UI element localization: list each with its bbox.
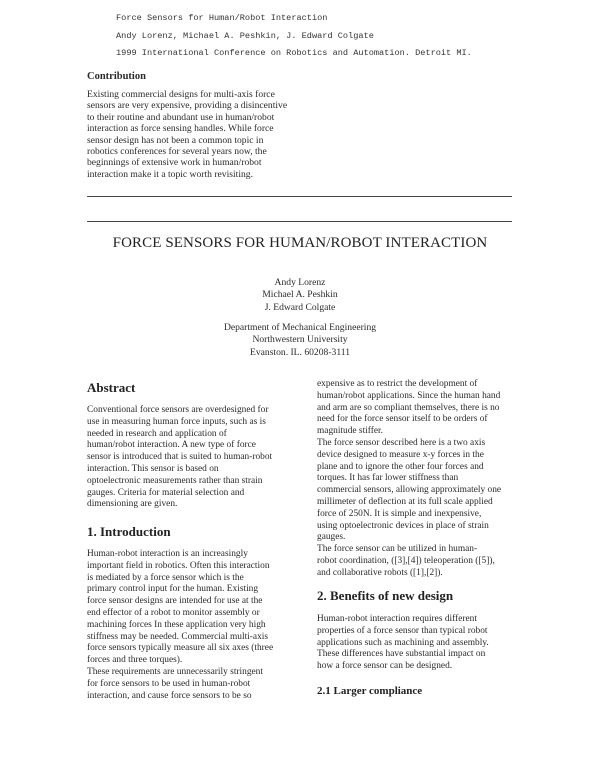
text-line: torques. It has far lower stiffness than (317, 473, 459, 484)
contribution-line: to their routine and abundant use in human/robot (87, 111, 275, 123)
text-line: expensive as to restrict the development of (317, 379, 478, 389)
text-line: The force sensor described here is a two axis (317, 437, 486, 448)
text-line: sensor is introduced that is suited to human-robot (87, 452, 273, 463)
text-line: properties of a force sensor than typical robot (317, 625, 488, 636)
text-line: human/robot interaction. A new type of force (87, 440, 256, 451)
text-line: interaction, and cause force sensors to be so (87, 690, 252, 701)
benefits-text (317, 614, 489, 673)
benefits-heading: 2. Benefits of new design (317, 588, 454, 603)
contribution-line: interaction make it a topic worth revisiting. (87, 168, 253, 180)
header-authors: Andy Lorenz, Michael A. Peshkin, J. Edward Colgate (116, 31, 374, 41)
text-line: Human-robot interaction requires different (317, 614, 477, 624)
text-line: interaction. This sensor is based on (87, 463, 219, 474)
text-line: and collaborative robots ([1],[2]). (317, 567, 443, 578)
text-line: device designed to measure x-y forces in the (317, 449, 484, 460)
text-line: These differences have substantial impact on (317, 649, 486, 660)
text-line: force sensors typically measure all six axes (three (87, 643, 274, 654)
text-line: These requirements are unnecessarily stringent (87, 666, 263, 677)
text-line: primary control input for the human. Existing (87, 584, 259, 595)
affiliation-line: Department of Mechanical Engineering (223, 322, 377, 333)
author-name: Andy Lorenz (274, 277, 326, 288)
contribution-line: interaction as force sensing handles. While force (87, 123, 274, 135)
text-line: is mediated by a force sensor which is the (87, 572, 244, 583)
divider-bottom (87, 221, 512, 222)
text-line: for force sensors to be used in human-robot (87, 678, 251, 689)
text-line: end effector of a robot to monitor assembly or (87, 607, 260, 618)
introduction-heading: 1. Introduction (87, 524, 171, 539)
text-line: magnitude stiffer. (317, 426, 383, 437)
text-line: human/robot applications. Since the human hand (317, 390, 501, 401)
contribution-text (87, 89, 307, 180)
text-line: important field in robotics. Often this interaction (87, 560, 270, 571)
text-line: robot coordination, ([3],[4]) teleoperation ([5]), (317, 555, 495, 566)
paper-authors (0, 277, 600, 314)
header-venue: 1999 International Conference on Robotics and Automation. Detroit MI. (116, 48, 472, 58)
text-line: gauges. (317, 532, 346, 543)
text-line: stiffness may be needed. Commercial multi-axis (87, 631, 269, 642)
paper-title: FORCE SENSORS FOR HUMAN/ROBOT INTERACTION (112, 235, 488, 251)
header-title: Force Sensors for Human/Robot Interaction (116, 13, 328, 23)
text-line: optoelectronic measurements rather than strain (87, 475, 263, 486)
subsection-heading: 2.1 Larger compliance (317, 685, 423, 697)
text-line: commercial sensors, allowing approximately one (317, 485, 502, 496)
text-line: machining forces In these application very high (87, 619, 266, 630)
text-line: Human-robot interaction is an increasingly (87, 549, 248, 559)
abstract-heading: Abstract (87, 380, 136, 395)
text-line: Conventional force sensors are overdesigned for (87, 405, 269, 415)
divider-top (87, 196, 512, 197)
text-line: applications such as machining and assembly. (317, 637, 489, 648)
text-line: plane and to ignore the other four forces and (317, 461, 484, 472)
text-line: gauges. Criteria for material selection and (87, 487, 245, 498)
introduction-text (87, 549, 273, 702)
text-line: how a force sensor can be designed. (317, 661, 453, 672)
text-line: forces and three torques). (87, 655, 183, 666)
text-line: needed in research and application of (87, 428, 227, 439)
text-line: and arm are so compliant themselves, there is no (317, 402, 500, 413)
text-line: use in measuring human force inputs, such as is (87, 416, 266, 427)
text-line: force sensor designs are intended for use at the (87, 596, 263, 607)
text-line: millimeter of deflection at its full scale applied (317, 496, 493, 507)
paper-affiliation (0, 322, 600, 359)
contribution-line: beginnings of extensive work in human/robot (87, 157, 262, 169)
affiliation-line: Evanston. IL. 60208-3111 (249, 346, 350, 358)
text-line: force of 250N. It is simple and inexpensive, (317, 508, 482, 519)
author-name: Michael A. Peshkin (262, 289, 338, 301)
contribution-line: sensor design has not been a common topic in (87, 134, 264, 146)
text-line: using optoelectronic devices in place of strain (317, 520, 489, 531)
abstract-text (87, 405, 272, 511)
text-line: dimensioning are given. (87, 499, 178, 510)
right-column-text (317, 379, 501, 580)
contribution-line: robotics conferences for several years now, the (87, 146, 267, 158)
author-name: J. Edward Colgate (264, 301, 336, 313)
text-line: The force sensor can be utilized in human- (317, 544, 478, 555)
contribution-heading: Contribution (87, 71, 146, 82)
contribution-line: Existing commercial designs for multi-axis force (87, 89, 275, 100)
text-line: need for the force sensor itself to be orders of (317, 414, 488, 425)
contribution-line: sensors are very expensive, providing a disincentive (87, 100, 288, 112)
affiliation-line: Northwestern University (252, 334, 348, 346)
